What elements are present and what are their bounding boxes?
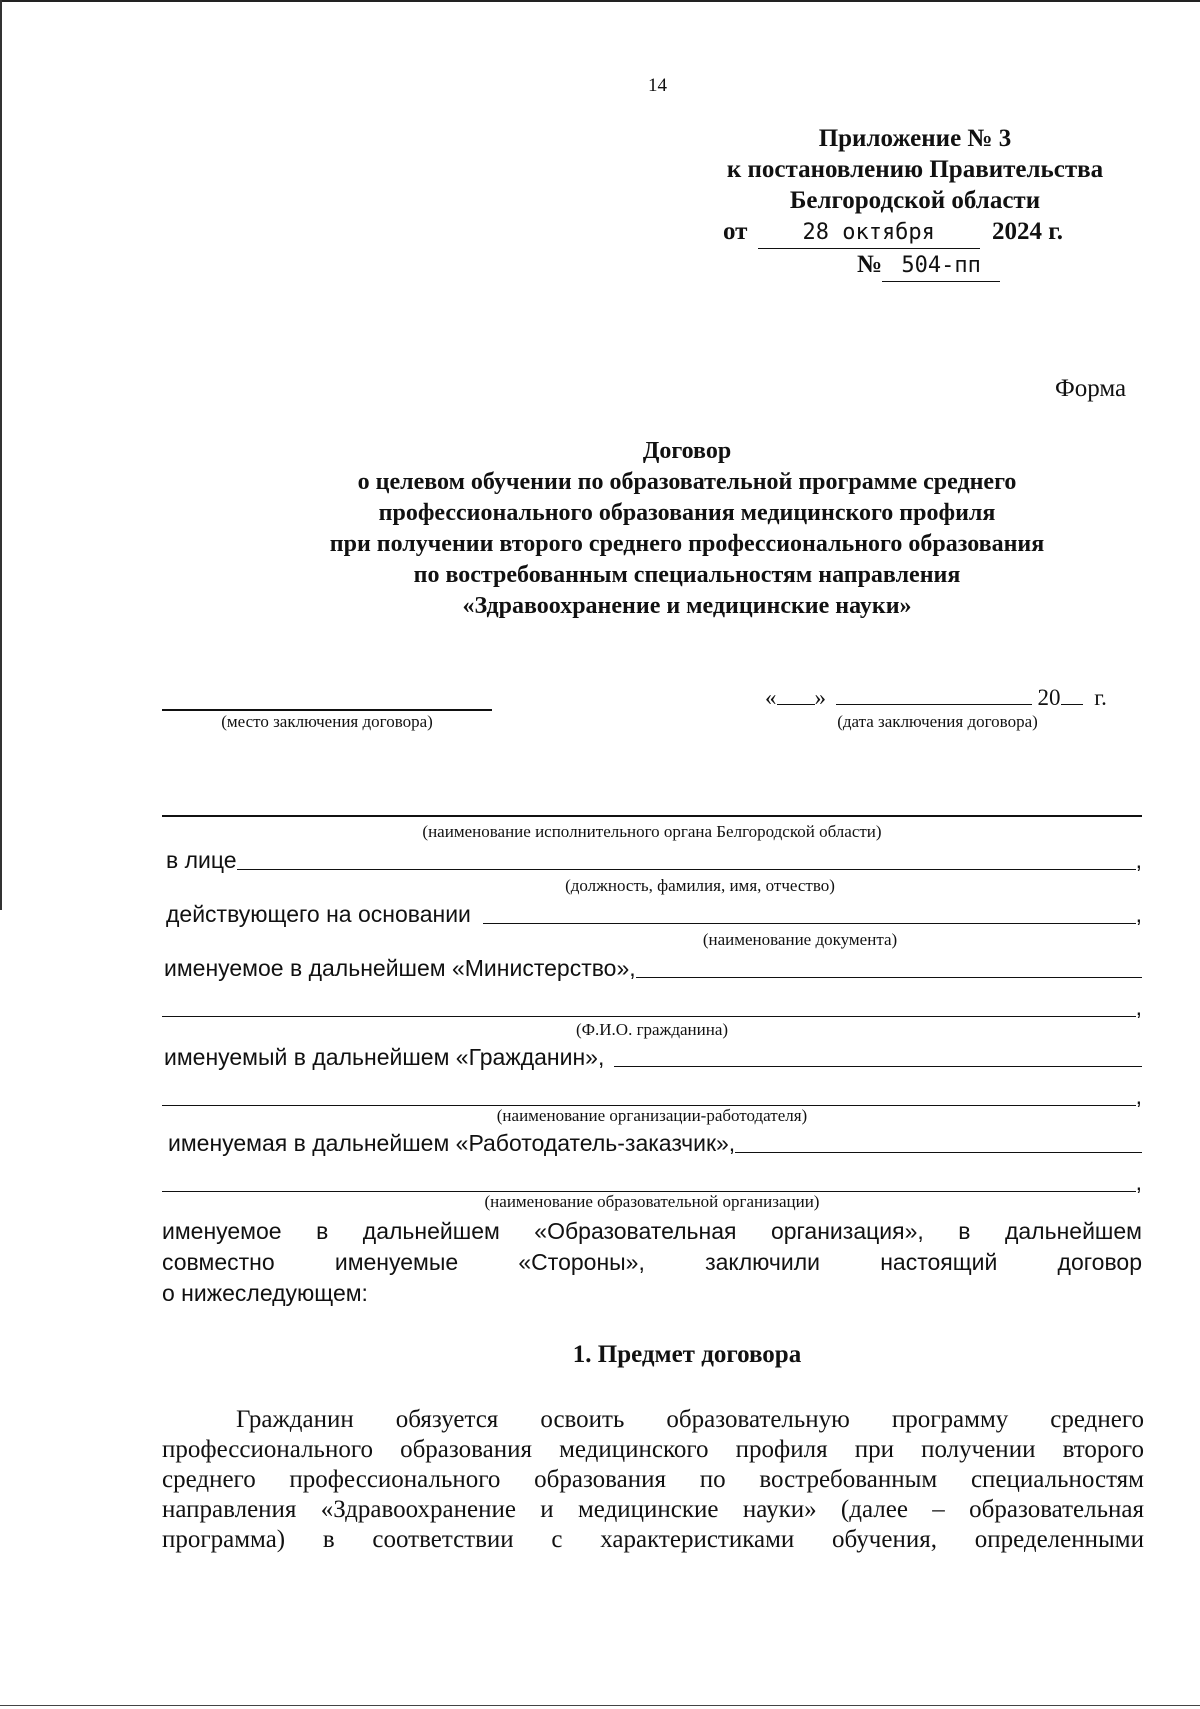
citizen-blank[interactable] (614, 1065, 1142, 1067)
basis-row (166, 901, 1142, 928)
comma: , (1135, 994, 1142, 1020)
employer-row (168, 1130, 1142, 1157)
number-value: 504-пп (882, 250, 1000, 282)
basis-caption: (наименование документа) (702, 930, 898, 949)
date-blank-row (765, 684, 1107, 711)
section-1-line-4: направления «Здравоохранение и медицинские науки» (далее – образовательная (162, 1496, 1144, 1523)
ministry-blank[interactable] (636, 976, 1142, 978)
comma: , (1135, 1169, 1142, 1195)
employer-caption: (наименование организации-работодателя) (496, 1106, 808, 1125)
preamble-line-3: о нижеследующем: (162, 1280, 368, 1306)
citizen-row (164, 1044, 1142, 1071)
citizen-name-blank[interactable] (162, 1015, 1136, 1017)
comma: , (1135, 1083, 1142, 1109)
comma: , (1135, 901, 1142, 927)
appendix-resolution: к постановлению Правительства (726, 156, 1104, 183)
section-1-line-2: профессионального образования медицинского профиля при получении второго (162, 1436, 1144, 1463)
month-blank[interactable] (836, 684, 1032, 705)
employer-blank[interactable] (735, 1151, 1142, 1153)
in-person-caption: (должность, фамилия, имя, отчество) (565, 876, 835, 895)
appendix-region: Белгородской области (789, 187, 1041, 214)
in-person-row (166, 847, 1142, 874)
comma: , (1135, 847, 1142, 873)
preamble-line-2: совместно именуемые «Стороны», заключили настоящий договор (162, 1249, 1142, 1275)
in-person-blank[interactable] (237, 868, 1136, 870)
section-1-line-3: среднего профессионального образования по востребованным специальностям (162, 1466, 1144, 1493)
year-suffix: г. (1094, 685, 1107, 710)
ministry-row (164, 955, 1142, 982)
section-1-line-1: Гражданин обязуется освоить образовательную программу среднего (236, 1406, 1144, 1433)
basis-label: действующего на основании (166, 901, 471, 927)
date-value: 28 октября (758, 217, 980, 249)
date-prefix: от (723, 218, 748, 245)
contract-subtitle-1: о целевом обучении по образовательной программе среднего (357, 469, 1017, 495)
preamble-line-1: именуемое в дальнейшем «Образовательная организация», в дальнейшем (162, 1218, 1142, 1244)
contract-title: Договор (642, 438, 732, 464)
citizen-name-row (162, 994, 1142, 1021)
contract-subtitle-2: профессионального образования медицинского профиля (378, 500, 996, 526)
section-1-heading: 1. Предмет договора (572, 1341, 802, 1368)
contract-subtitle-4: по востребованным специальностям направления (413, 562, 961, 588)
scan-bottom-edge (0, 1705, 1200, 1706)
quote-open: « (765, 685, 777, 710)
in-person-label: в лице (166, 847, 237, 873)
basis-blank[interactable] (483, 922, 1136, 924)
organ-blank[interactable] (162, 815, 1142, 817)
year-prefix: 20 (1037, 685, 1061, 710)
date-suffix: 2024 г. (991, 218, 1063, 245)
place-blank[interactable] (162, 709, 492, 711)
page-number: 14 (648, 75, 667, 96)
year-blank[interactable] (1061, 684, 1083, 705)
form-label: Форма (1055, 375, 1127, 402)
citizen-caption: (Ф.И.О. гражданина) (575, 1020, 729, 1039)
edu-caption: (наименование образовательной организации) (484, 1192, 820, 1211)
scan-top-edge (0, 0, 1200, 2)
section-1-line-5: программа) в соответствии с характеристиками обучения, определенными (162, 1526, 1144, 1553)
place-caption: (место заключения договора) (221, 712, 433, 731)
organ-caption: (наименование исполнительного органа Белгородской области) (422, 822, 882, 841)
day-blank[interactable] (777, 684, 815, 705)
quote-close: » (814, 685, 826, 710)
number-prefix: № (857, 251, 883, 278)
date-caption: (дата заключения договора) (837, 712, 1038, 731)
contract-subtitle-5: «Здравоохранение и медицинские науки» (462, 593, 912, 619)
appendix-date (723, 216, 1063, 249)
appendix-title: Приложение № 3 (818, 125, 1012, 152)
employer-label: именуемая в дальнейшем «Работодатель-заказчик», (168, 1130, 736, 1156)
appendix-number (857, 249, 1000, 282)
citizen-label: именуемый в дальнейшем «Гражданин», (164, 1044, 605, 1070)
contract-subtitle-3: при получении второго среднего профессионального образования (329, 531, 1045, 557)
ministry-label: именуемое в дальнейшем «Министерство», (164, 955, 636, 981)
